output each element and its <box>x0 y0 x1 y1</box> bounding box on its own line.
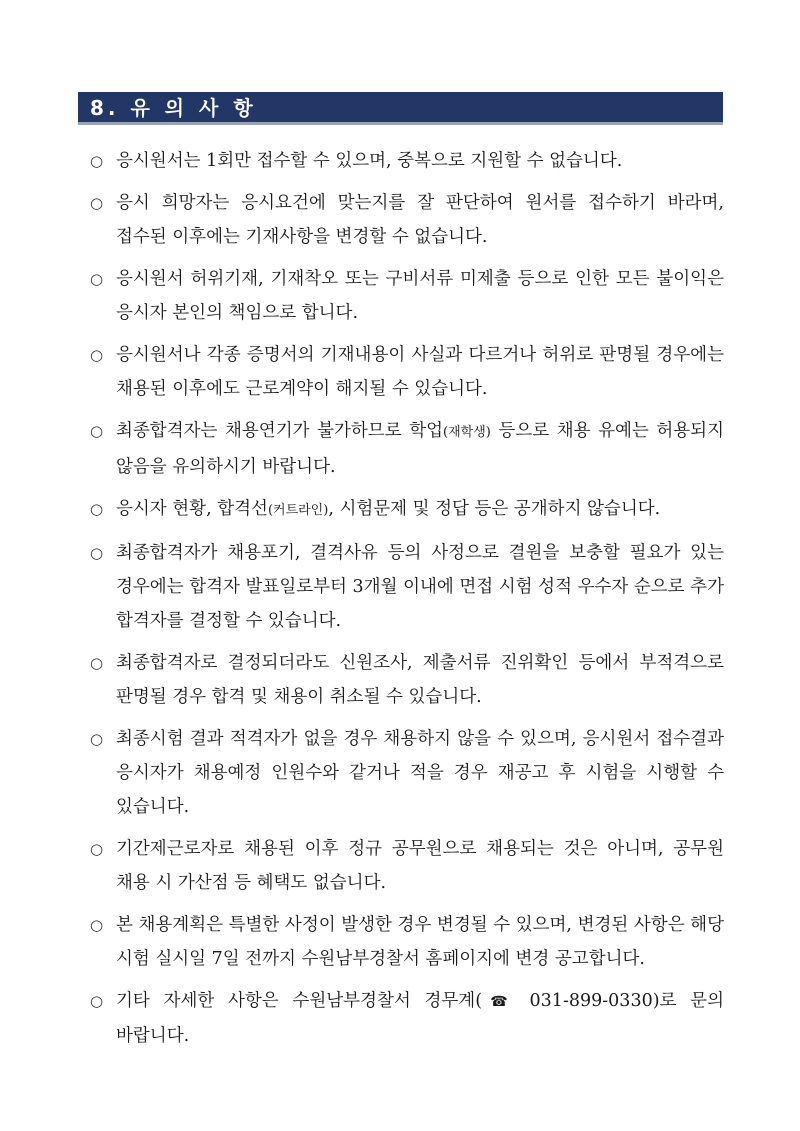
notice-item <box>86 414 724 484</box>
phone-icon: ☎ <box>482 994 516 1010</box>
notice-text: 응시원서 허위기재, 기재착오 또는 구비서류 미제출 등으로 인한 모든 불이익은 응시자 본인의 책임으로 합니다. <box>116 269 724 323</box>
notice-text: )로 문의 바랍니다. <box>116 991 724 1046</box>
phone-number: 031-899-0330 <box>515 991 653 1011</box>
bullet-icon: ○ <box>90 346 104 364</box>
bullet-icon: ○ <box>90 152 104 170</box>
notice-item <box>86 262 724 330</box>
notice-item <box>86 984 724 1053</box>
bullet-icon: ○ <box>90 270 104 288</box>
bullet-icon: ○ <box>90 840 104 858</box>
notice-text: 기간제근로자로 채용된 이후 정규 공무원으로 채용되는 것은 아니며, 공무원 채용 시 가산점 등 혜택도 없습니다. <box>116 839 724 893</box>
notice-item <box>86 722 724 824</box>
notice-text: 최종합격자가 채용포기, 결격사유 등의 사정으로 결원을 보충할 필요가 있는 경우에는 합격자 발표일로부터 3개월 이내에 면접 시험 성적 우수자 순으로 추가 합격자를 결정할 수 있습니다. <box>116 543 724 631</box>
notice-text: 최종합격자로 결정되더라도 신원조사, 제출서류 진위확인 등에서 부적격으로 판명될 경우 합격 및 채용이 취소될 수 있습니다. <box>116 653 724 707</box>
notice-item <box>86 908 724 976</box>
notice-item <box>86 832 724 900</box>
notice-text: 응시원서는 1회만 접수할 수 있으며, 중복으로 지원할 수 없습니다. <box>116 151 623 171</box>
bullet-icon: ○ <box>90 194 104 212</box>
section-title: 8. 유 의 사 항 <box>90 96 257 120</box>
notice-text: 응시원서나 각종 증명서의 기재내용이 사실과 다르거나 허위로 판명될 경우에는 채용된 이후에도 근로계약이 해지될 수 있습니다. <box>116 345 724 399</box>
bullet-icon: ○ <box>90 422 104 440</box>
notice-list <box>86 144 724 1061</box>
notice-item <box>86 492 724 528</box>
notice-item <box>86 186 724 254</box>
bullet-icon: ○ <box>90 544 104 562</box>
notice-note: (커트라인) <box>267 503 329 518</box>
notice-text: 응시자 현황, 합격선 <box>116 499 268 519</box>
bullet-icon: ○ <box>90 500 104 518</box>
notice-text: 등으로 채용 유예는 허용되지 않음을 유의하시기 바랍니다. <box>116 421 724 477</box>
notice-text: 응시 희망자는 응시요건에 맞는지를 잘 판단하여 원서를 접수하기 바라며, 접수된 이후에는 기재사항을 변경할 수 없습니다. <box>116 193 724 247</box>
bullet-icon: ○ <box>90 730 104 748</box>
section-header <box>78 92 723 125</box>
bullet-icon: ○ <box>90 992 104 1010</box>
notice-text: 기타 자세한 사항은 수원남부경찰서 경무계( <box>116 991 483 1011</box>
notice-item <box>86 536 724 638</box>
notice-item <box>86 338 724 406</box>
notice-item <box>86 646 724 714</box>
notice-text: 본 채용계획은 특별한 사정이 발생한 경우 변경될 수 있으며, 변경된 사항은 해당 시험 실시일 7일 전까지 수원남부경찰서 홈페이지에 변경 공고합니다. <box>116 915 724 969</box>
notice-text: , 시험문제 및 정답 등은 공개하지 않습니다. <box>328 499 661 519</box>
notice-text: 최종합격자는 채용연기가 불가하므로 학업 <box>116 421 444 441</box>
notice-note: (재학생) <box>443 425 491 440</box>
bullet-icon: ○ <box>90 916 104 934</box>
notice-text: 최종시험 결과 적격자가 없을 경우 채용하지 않을 수 있으며, 응시원서 접수결과 응시자가 채용예정 인원수와 같거나 적을 경우 재공고 후 시험을 시행할 수 있습니다. <box>116 729 724 817</box>
bullet-icon: ○ <box>90 654 104 672</box>
notice-item <box>86 144 724 178</box>
